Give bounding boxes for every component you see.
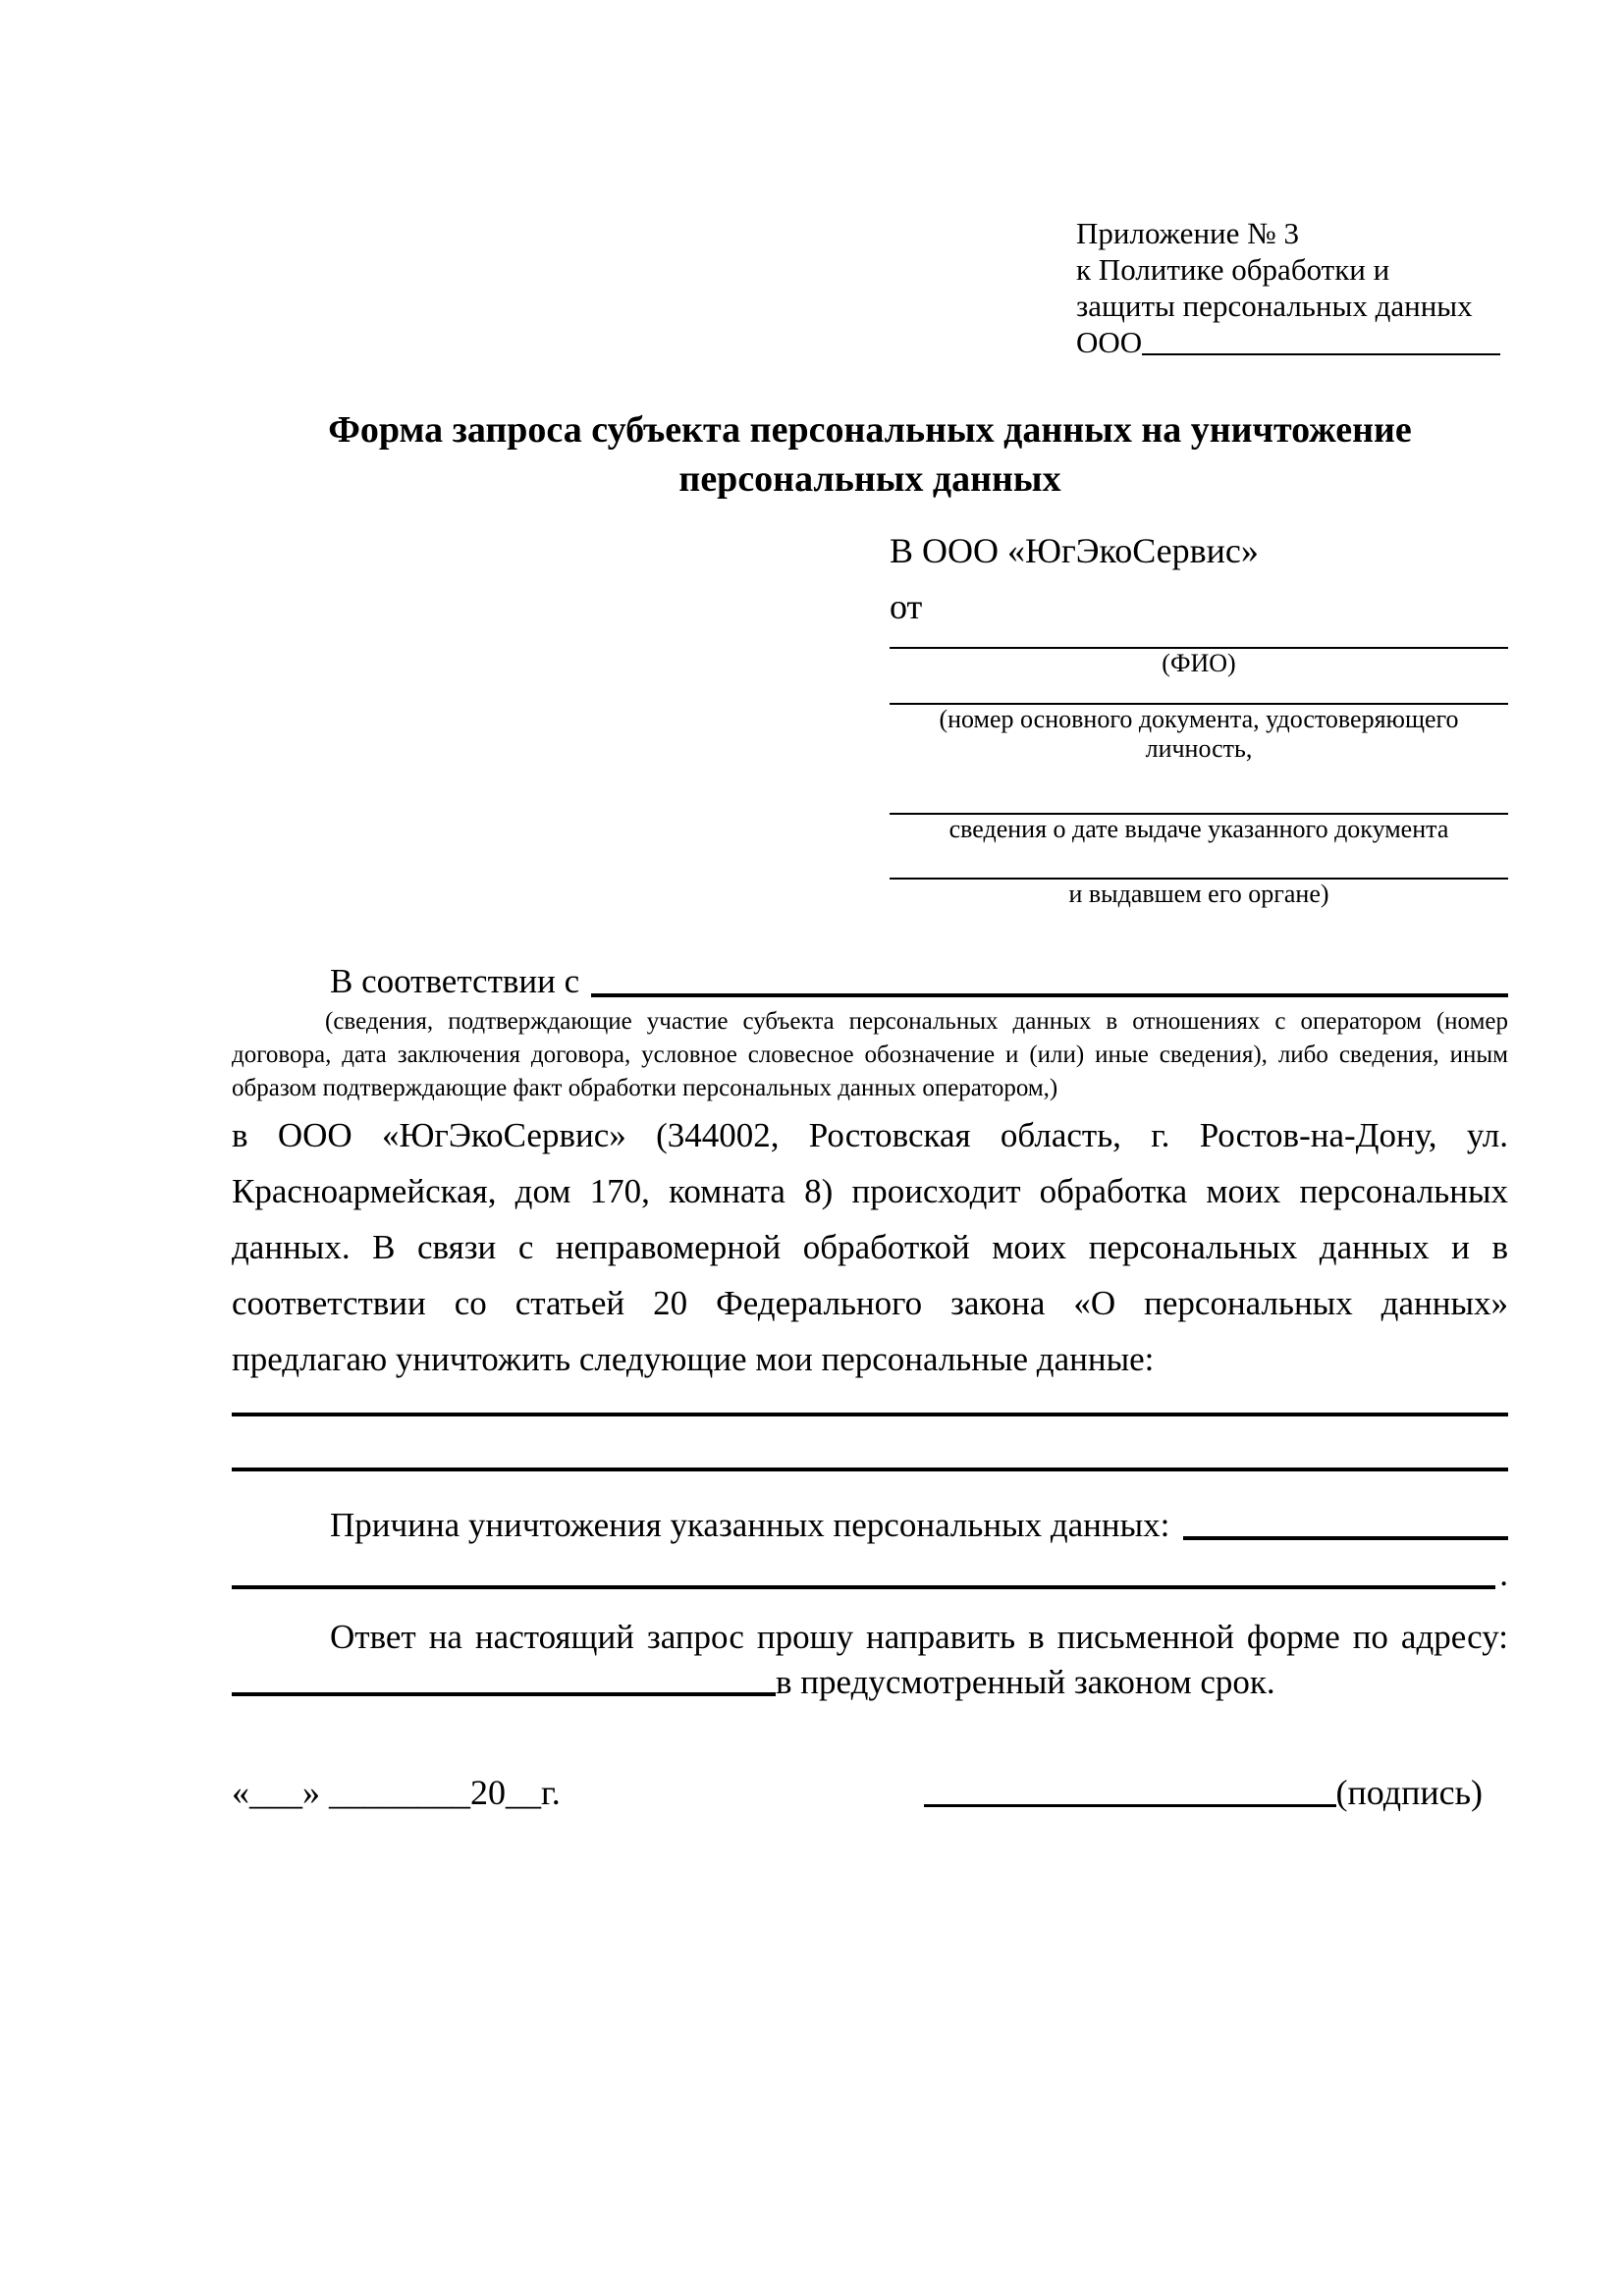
signature-group	[924, 1771, 1483, 1814]
addressee-to: В ООО «ЮгЭкоСервис»	[890, 531, 1259, 570]
reply-tail-text: в предусмотренный законом срок.	[776, 1663, 1275, 1701]
addressee-from: от	[890, 587, 923, 626]
issuing-authority-caption: и выдавшем его органе)	[1068, 880, 1329, 908]
fio-caption: (ФИО)	[1162, 649, 1236, 677]
signature-caption: (подпись)	[1335, 1773, 1483, 1812]
addressee-block	[890, 523, 1508, 909]
reason-row	[232, 1505, 1508, 1546]
personal-data-blank-line-2	[232, 1468, 1508, 1471]
reason-label: Причина уничтожения указанных персональных данных:	[330, 1506, 1170, 1544]
main-paragraph: в ООО «ЮгЭкоСервис» (344002, Ростовская область, г. Ростов-на-Дону, ул. Красноармейская, дом 170, комната 8) происходит обработка моих персональных данных. В связи с неправомерной обработкой моих персональных данных и в соответствии со статьей 20 Федерального закона «О персональных данных» предлагаю уничтожить следующие мои персональные данные:	[232, 1116, 1508, 1378]
reply-address-row	[232, 1665, 1508, 1700]
identity-document-caption: (номер основного документа, удостоверяющего личность,	[939, 705, 1459, 763]
reason-continuation-blank-line	[232, 1562, 1495, 1589]
issue-date-caption: сведения о дате выдаче указанного документа	[948, 815, 1449, 843]
reply-paragraph: Ответ на настоящий запрос прошу направить в письменной форме по адресу:	[330, 1618, 1508, 1656]
according-to-note: (сведения, подтверждающие участие субъекта персональных данных в отношениях с оператором (номер договора, дата заключения договора, условное словесное обозначение и (или) иные сведения), либо сведения, иным образом подтверждающие факт обработки персональных данных оператором,)	[232, 1008, 1508, 1101]
footer-row	[232, 1771, 1508, 1814]
reason-continuation-row	[232, 1555, 1508, 1593]
appendix-header-line-2: к Политике обработки и	[1076, 252, 1390, 287]
company-name-label: ООО	[1076, 325, 1143, 359]
document-title: Форма запроса субъекта персональных данных на уничтожение персональных данных	[328, 409, 1412, 500]
signature-blank-line	[924, 1802, 1336, 1807]
reason-blank-line	[1183, 1534, 1508, 1540]
company-name-blank-line	[1142, 351, 1500, 355]
according-to-row	[232, 960, 1508, 1003]
date-line: «___» ________20__г.	[232, 1773, 561, 1812]
reason-period: .	[1499, 1555, 1508, 1593]
appendix-header-block	[1076, 215, 1500, 360]
reply-address-blank-line	[232, 1690, 776, 1696]
appendix-header-line-3: защиты персональных данных	[1076, 289, 1473, 323]
personal-data-blank-line-1	[232, 1413, 1508, 1416]
according-to-blank-line	[591, 991, 1508, 997]
appendix-header-line-1: Приложение № 3	[1076, 216, 1299, 250]
company-name-row	[1076, 324, 1500, 360]
according-to-label: В соответствии с	[330, 962, 580, 1000]
